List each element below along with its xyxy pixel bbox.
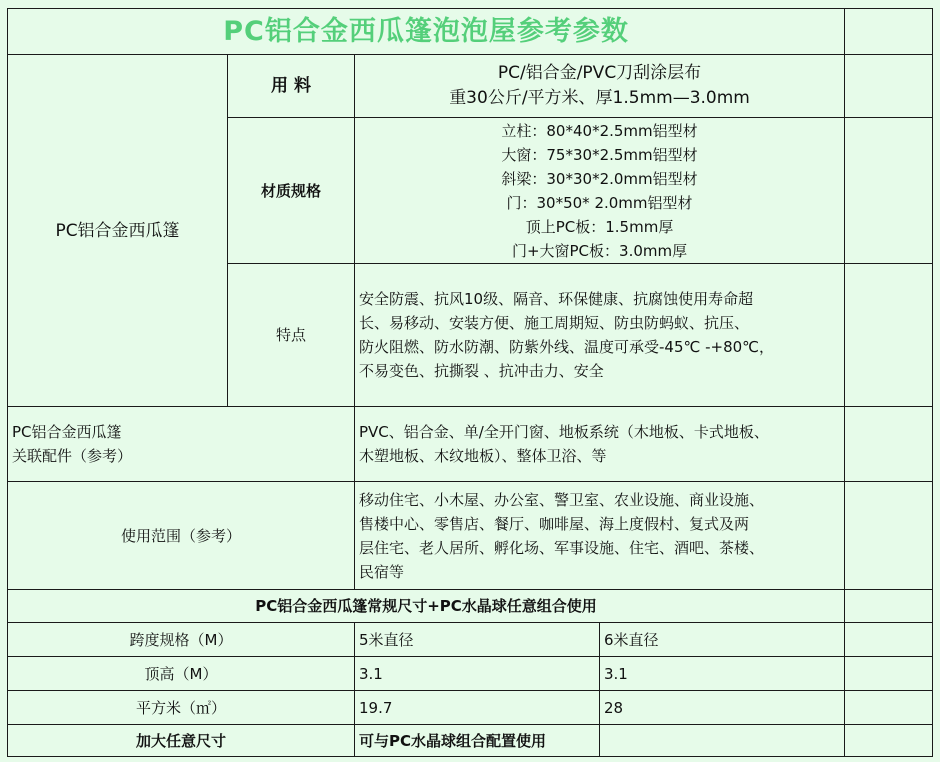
features-line: 安全防震、抗风10级、隔音、环保健康、抗腐蚀使用寿命超 — [359, 290, 754, 308]
accessories-value — [355, 407, 845, 482]
features-line: 防火阻燃、防水防潮、防紫外线、温度可承受-45℃ -+80℃， — [359, 338, 775, 356]
empty-cell — [845, 118, 933, 264]
accessories-line: PVC、铝合金、单/全开门窗、地板系统（木地板、卡式地板、 — [359, 423, 769, 441]
size-value-b: 6米直径 — [600, 623, 845, 657]
size-value-b: 28 — [600, 691, 845, 725]
spec-line: 大窗：75*30*2.5mm铝型材 — [501, 145, 698, 164]
usage-line: 层住宅、老人居所、孵化场、军事设施、住宅、酒吧、茶楼、 — [359, 538, 765, 557]
empty-cell — [845, 264, 933, 407]
material-line: 重30公斤/平方米、厚1.5mm—3.0mm — [449, 88, 750, 108]
usage-line: 移动住宅、小木屋、办公室、警卫室、农业设施、商业设施、 — [359, 490, 765, 509]
size-row-label: 跨度规格（M） — [8, 623, 355, 657]
custom-size-label: 加大任意尺寸 — [8, 725, 355, 757]
size-value-b: 3.1 — [600, 657, 845, 691]
size-value-a: 19.7 — [355, 691, 600, 725]
product-name-cell: PC铝合金西瓜篷 — [8, 55, 228, 407]
features-label: 特点 — [228, 264, 355, 407]
size-value-a: 5米直径 — [355, 623, 600, 657]
size-section-header: PC铝合金西瓜篷常规尺寸+PC水晶球任意组合使用 — [8, 590, 845, 623]
spec-line: 门+大窗PC板：3.0mm厚 — [511, 241, 688, 260]
spec-line: 立柱：80*40*2.5mm铝型材 — [501, 121, 698, 140]
features-line: 长、易移动、安装方便、施工周期短、防虫防蚂蚁、抗压、 — [359, 314, 750, 332]
spec-label: 材质规格 — [228, 118, 355, 264]
size-row-label: 顶高（M） — [8, 657, 355, 691]
empty-cell — [845, 623, 933, 657]
accessories-label-line: 关联配件（参考） — [12, 447, 133, 465]
spec-value — [355, 118, 845, 264]
material-label: 用 料 — [228, 55, 355, 118]
material-line: PC/铝合金/PVC刀刮涂层布 — [497, 63, 702, 83]
empty-cell — [845, 725, 933, 757]
spec-line: 顶上PC板：1.5mm厚 — [525, 217, 674, 236]
usage-value — [355, 482, 845, 590]
empty-cell — [845, 691, 933, 725]
page-title: PC铝合金西瓜篷泡泡屋参考参数 — [8, 9, 845, 55]
accessories-label — [8, 407, 355, 482]
empty-cell — [845, 407, 933, 482]
spec-line: 门：30*50* 2.0mm铝型材 — [506, 193, 693, 212]
spec-line: 斜梁：30*30*2.0mm铝型材 — [501, 169, 698, 188]
spec-table — [7, 8, 933, 757]
features-line: 不易变色、抗撕裂 、抗冲击力、安全 — [359, 362, 604, 380]
size-row-label: 平方米（㎡） — [8, 691, 355, 725]
empty-cell — [845, 55, 933, 118]
empty-cell — [845, 657, 933, 691]
usage-label: 使用范围（参考） — [8, 482, 355, 590]
custom-size-value: 可与PC水晶球组合配置使用 — [355, 725, 600, 757]
custom-size-extra — [600, 725, 845, 757]
size-value-a: 3.1 — [355, 657, 600, 691]
usage-line: 民宿等 — [359, 562, 405, 581]
material-value — [355, 55, 845, 118]
accessories-label-line: PC铝合金西瓜篷 — [12, 423, 122, 441]
features-value — [355, 264, 845, 407]
empty-cell — [845, 590, 933, 623]
empty-cell — [845, 482, 933, 590]
accessories-line: 木塑地板、木纹地板）、整体卫浴、等 — [359, 447, 607, 465]
empty-cell — [845, 9, 933, 55]
usage-line: 售楼中心、零售店、餐厅、咖啡屋、海上度假村、复式及两 — [359, 514, 750, 533]
